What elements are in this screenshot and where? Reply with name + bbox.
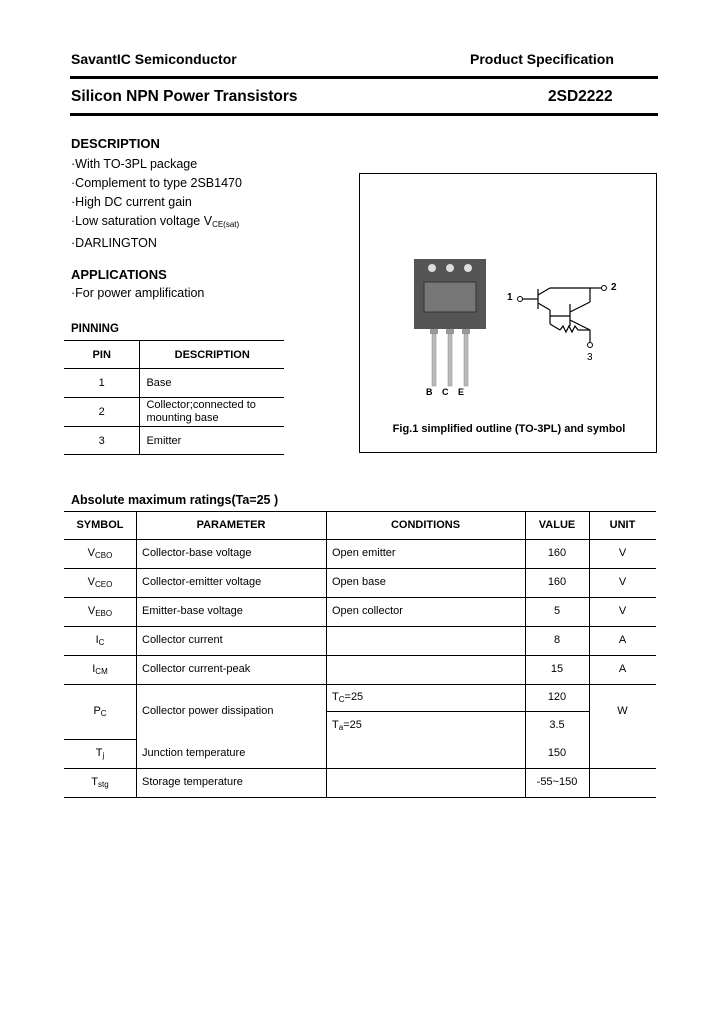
- rating-value: 5: [553, 605, 561, 617]
- ratings-table: [64, 511, 656, 797]
- rating-parameter: Junction temperature: [142, 747, 246, 759]
- rating-parameter: Collector current-peak: [142, 663, 251, 675]
- pin-number: 3: [64, 427, 140, 455]
- rating-parameter: Collector-base voltage: [142, 547, 252, 559]
- table-rule: [64, 511, 656, 512]
- document-type: Product Specification: [470, 51, 614, 67]
- col-header-parameter: PARAMETER: [196, 519, 266, 531]
- part-number: 2SD2222: [548, 88, 613, 105]
- symbol-label-collector: 2: [611, 282, 617, 293]
- description-heading: DESCRIPTION: [71, 136, 160, 151]
- rating-parameter: Collector power dissipation: [142, 705, 274, 717]
- rating-condition: Open collector: [332, 605, 403, 617]
- rating-symbol: $V_{EBO}$: [87, 605, 113, 618]
- pinning-table: [64, 340, 284, 455]
- description-item: ·DARLINGTON: [71, 236, 157, 250]
- table-rule: [64, 797, 656, 798]
- pin-description: Base: [146, 377, 172, 389]
- rating-condition: $T_a=25$: [332, 719, 362, 732]
- rating-unit: V: [618, 605, 627, 617]
- table-rule: [64, 539, 656, 540]
- description-list: [71, 155, 242, 253]
- rating-condition: Open emitter: [332, 547, 396, 559]
- rating-unit: V: [618, 576, 627, 588]
- pinning-heading: PINNING: [71, 323, 119, 335]
- table-row: [64, 398, 284, 427]
- rating-unit: A: [618, 663, 627, 675]
- rating-parameter: Emitter-base voltage: [142, 605, 243, 617]
- rating-value: 120: [547, 691, 567, 703]
- rating-symbol: $T_{stg}$: [91, 776, 109, 789]
- symbol-label-emitter: 3: [587, 352, 593, 363]
- rating-unit: W: [617, 705, 628, 717]
- rating-value: 150: [547, 747, 567, 759]
- ratings-heading: Absolute maximum ratings(Ta=25 ): [71, 493, 279, 507]
- col-header-value: VALUE: [538, 519, 576, 531]
- pin-column-header: PIN: [64, 341, 140, 369]
- table-rule: [64, 655, 656, 656]
- table-rule: [326, 711, 589, 712]
- rating-value: 160: [547, 576, 567, 588]
- description-item: ·Complement to type 2SB1470: [71, 176, 242, 190]
- rating-value: 8: [553, 634, 561, 646]
- col-header-unit: UNIT: [609, 519, 636, 531]
- header-rule-top: [70, 76, 658, 79]
- table-rule: [64, 597, 656, 598]
- applications-item: ·For power amplification: [71, 286, 205, 300]
- header-rule-bottom: [70, 113, 658, 116]
- rating-symbol: $I_{CM}$: [92, 663, 108, 676]
- rating-symbol: $V_{CEO}$: [87, 576, 113, 589]
- rating-symbol: $V_{CBO}$: [87, 547, 113, 560]
- table-row: [64, 369, 284, 398]
- table-rule: [64, 739, 136, 740]
- company-name: SavantIC Semiconductor: [71, 51, 237, 67]
- table-col-rule: [136, 511, 137, 797]
- table-rule: [64, 768, 656, 769]
- rating-value: 15: [550, 663, 564, 675]
- description-item: ·High DC current gain: [71, 195, 192, 209]
- pin-letter-c: C: [442, 387, 449, 397]
- pin-description: Collector;connected to mounting base: [146, 399, 256, 424]
- table-row: [64, 427, 284, 455]
- rating-parameter: Storage temperature: [142, 776, 243, 788]
- table-rule: [64, 568, 656, 569]
- pin-letter-b: B: [426, 387, 433, 397]
- figure-caption: Fig.1 simplified outline (TO-3PL) and symbol: [392, 423, 626, 435]
- rating-condition: Open base: [332, 576, 386, 588]
- rating-value: -55~150: [536, 776, 578, 788]
- table-col-rule: [326, 511, 327, 797]
- rating-parameter: Collector-emitter voltage: [142, 576, 262, 588]
- pin-description: Emitter: [146, 434, 182, 447]
- rating-value: 3.5: [549, 719, 565, 731]
- figure-box: [359, 173, 657, 453]
- rating-value: 160: [547, 547, 567, 559]
- description-item: ·Low saturation voltage $V_{CE(sat)}$: [71, 214, 240, 229]
- table-rule: [64, 626, 656, 627]
- table-rule: [64, 684, 656, 685]
- rating-unit: V: [618, 547, 627, 559]
- col-header-symbol: SYMBOL: [76, 519, 124, 531]
- product-line: Silicon NPN Power Transistors: [71, 88, 298, 105]
- pin-number: 1: [64, 369, 140, 398]
- col-header-conditions: CONDITIONS: [390, 519, 461, 531]
- description-item: ·With TO-3PL package: [71, 157, 198, 171]
- pin-number: 2: [64, 398, 140, 427]
- package-outline-image: [410, 254, 490, 404]
- rating-condition: $T_C=25$: [332, 691, 364, 704]
- rating-symbol: $P_C$: [93, 705, 107, 718]
- pin-letter-labels: [426, 387, 486, 397]
- pin-letter-e: E: [458, 387, 465, 397]
- rating-symbol: $T_j$: [95, 747, 105, 760]
- rating-unit: A: [618, 634, 627, 646]
- rating-parameter: Collector current: [142, 634, 223, 646]
- rating-symbol: $I_C$: [95, 634, 105, 647]
- symbol-label-base: 1: [507, 292, 513, 303]
- pin-description-header: DESCRIPTION: [174, 348, 250, 361]
- applications-heading: APPLICATIONS: [71, 267, 167, 282]
